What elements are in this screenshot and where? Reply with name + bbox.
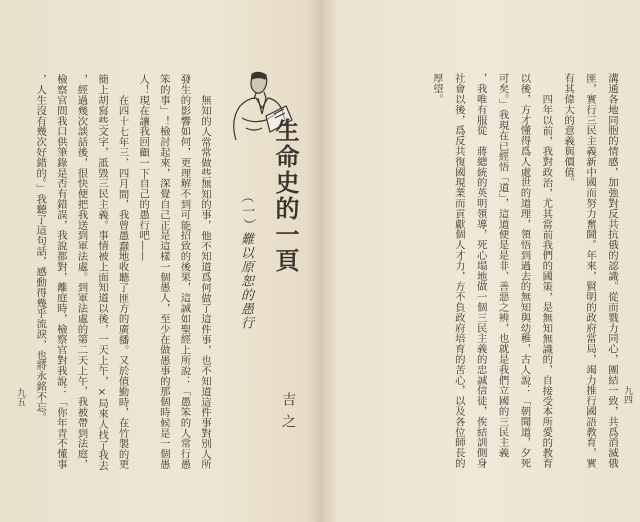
- text-column: 簡上胡寫些文字，詆毀三民主義。事情被上面知道以後，一天上午，×局來人找了我去: [96, 74, 109, 471]
- text-column: 以後，方才懂得爲人處世的道理，領悟到過去的無知與幼稚，古人說：「朝聞道，夕死: [518, 73, 531, 469]
- text-column: 厚望。: [430, 73, 443, 105]
- text-column: ，人生沒有幾次好錯的。」我聽了這句話，感動得幾乎流淚，也將永銘不忘。: [34, 74, 47, 423]
- text-column: 在四十七年三、四月間，我曾愚蠢地收聽了匪方的廣播。又於值勤時，在竹製的更: [116, 94, 129, 470]
- text-column: 無知的人常常做些無知的事，他不知道爲何做了這件事，也不知道這件事對別人所: [199, 94, 211, 470]
- right-body-text: [425, 73, 622, 513]
- text-column: 四年以前，我對政治，尤其當前我們的國策，是無知無識的，自接受本所愛的教育: [540, 93, 553, 469]
- page-number: 九五: [15, 388, 25, 406]
- right-page: [322, 0, 640, 522]
- left-body-text: [30, 74, 215, 504]
- text-column: 有其偉大的意義與價值。: [562, 73, 575, 188]
- text-column: 人！現在讓我回顧一下自己的愚行吧——: [137, 74, 150, 262]
- text-column: 發生的影響如何，更理解不到可能招致的後果，這誠如聖經上所說：「愚笨的人常行愚: [178, 74, 191, 470]
- text-column: ，經過幾次談話後，很快便把我送到軍法處。到軍法處的第二天上午，我被帶到法庭，: [75, 74, 88, 470]
- page-number: 九四: [622, 386, 632, 404]
- author-name: 吉之: [280, 392, 296, 436]
- text-column: 溝通各地同胞的情感，加強對反共抗俄的認識。從而戮力同心，團結一致，共爲消滅俄: [606, 73, 618, 469]
- text-column: 可矣。」我現在已經悟「道」，這道便是是非、善惡之辨，也就是我們立國的三民主義: [496, 73, 509, 458]
- section-subtitle: （一）難以原恕的愚行: [238, 190, 253, 330]
- text-column: 笨的事」！檢討起來，深覺自己正是這樣一個愚人，至少在做愚事的那個時候是一個愚: [157, 74, 170, 470]
- text-column: 匪，實行三民主義新中國而努力奮鬪。年來，賢明的政府當局，竭力推行國語教育，實: [584, 73, 597, 469]
- text-column: 社會以後，爲反共復國現業而貢獻個人才力，方不負政府培育的苦心，以及各位師長的: [452, 73, 465, 469]
- article-title: 生命史的一頁: [271, 118, 300, 274]
- text-column: 檢察官問我口供筆錄是否有錯誤，我說都對，離庭時，檢察官對我說：「你年青不懂事: [54, 74, 67, 470]
- text-column: ，我唯有服從 蔣總統的英明領導，死心塌地做一個三民主義的忠誠信徒，俟結訓側身: [474, 73, 487, 469]
